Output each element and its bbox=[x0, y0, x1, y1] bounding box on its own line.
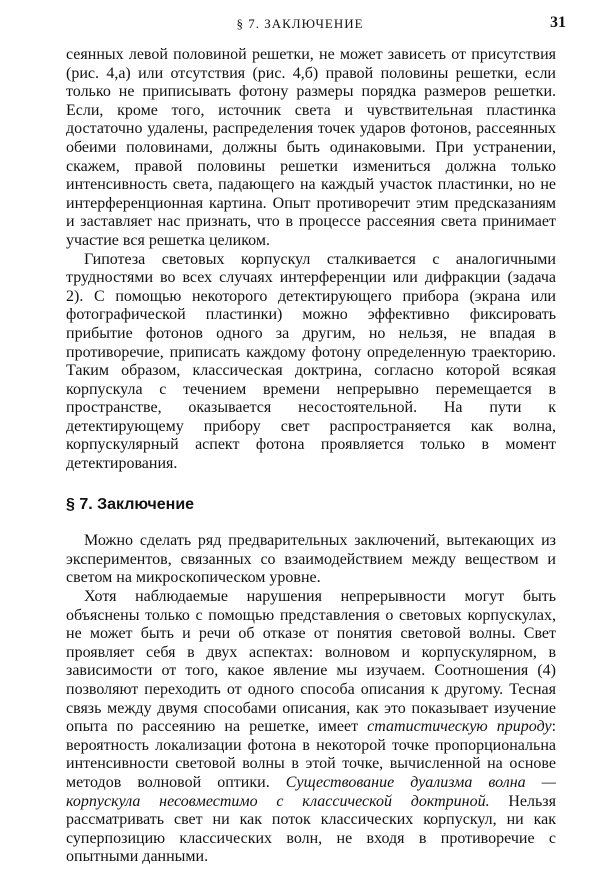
section-gap bbox=[66, 474, 556, 496]
paragraph-4-text-a: Хотя наблюдаемые нарушения непрерывности могут быть объяснены только с помощью представления о световых корпускулах, не может быть и речи об отказе от понятия световой волны. Свет проявляет себя в двух аспектах: волновом и корпускулярном, в зависимости от того, какое явление мы изучаем. Соотношения (4) позволяют переходить от одного способа описания к другому. Тесная связь между двумя способами описания, как это показывает изучение опыта по рассеянию на решетке, имеет bbox=[66, 588, 556, 736]
paragraph-4 bbox=[66, 588, 556, 867]
paragraph-4-text-b: : вероятность локализации фотона в некоторой точке пропорциональна интенсивности световой волны в этой точке, вычисленной на основе методов волновой оптики. bbox=[66, 718, 557, 791]
paragraph-1: сеянных левой половиной решетки, не может зависеть от присутствия (рис. 4,а) или отсутствия (рис. 4,б) правой половины решетки, если только не приписывать фотону размеры порядка размеров решетки. Если, кроме того, источник света и чувствительная пластинка достаточно удалены, распределения точек ударов фотонов, рассеянных обеими половинами, должны быть одинаковыми. При устранении, скажем, правой половины решетки измениться должна только интенсивность света, падающего на каждый участок пластинки, но не интерференционная картина. Опыт противоречит этим предсказаниям и заставляет нас признать, что в процессе рассеяния света принимает участие вся решетка целиком. bbox=[66, 46, 556, 249]
paragraph-3: Можно сделать ряд предварительных заключений, вытекающих из экспериментов, связанных со взаимодействием между веществом и светом на микроскопическом уровне. bbox=[66, 532, 556, 587]
paragraph-4-text-c: Нельзя рассматривать свет ни как поток классических корпускул, ни как суперпозицию классических волн, не входя в противоречие с опытными данными. bbox=[66, 792, 556, 866]
running-head: § 7. ЗАКЛЮЧЕНИЕ bbox=[236, 16, 364, 31]
page-header bbox=[0, 14, 600, 34]
paragraph-4-emphasis-1: статистическую природу bbox=[367, 718, 552, 736]
section-title: § 7. Заключение bbox=[66, 495, 195, 513]
page-number: 31 bbox=[550, 14, 566, 31]
page-content bbox=[66, 46, 556, 867]
paragraph-2: Гипотеза световых корпускул сталкивается с аналогичными трудностями во всех случаях интерференции или дифракции (задача 2). С помощью некоторого детектирующего прибора (экрана или фотографической пластинки) можно эффективно фиксировать прибытие фотонов одного за другим, но нельзя, не впадая в противоречие, приписать каждому фотону определенную траекторию. Таким образом, классическая доктрина, согласно которой всякая корпускула с течением времени непрерывно перемещается в пространстве, оказывается несостоятельной. На пути к детектирующему прибору свет распространяется как волна, корпускулярный аспект фотона проявляется только в момент детектирования. bbox=[66, 250, 556, 473]
paragraph-4-emphasis-2: Существование дуализма волна — корпускула несовместимо с классической доктриной. bbox=[66, 773, 556, 810]
